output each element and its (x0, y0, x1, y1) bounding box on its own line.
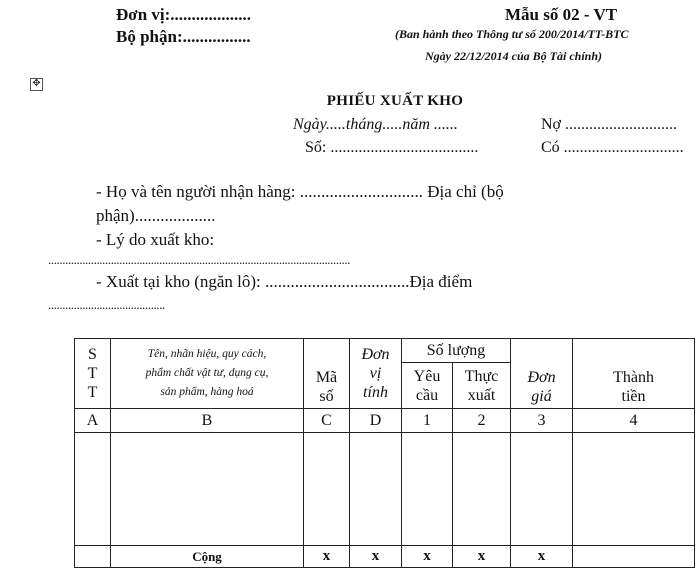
col-unit-header: Đơn vị tính (350, 339, 402, 409)
reason-dotted-line: .......................................................................................................... (48, 252, 351, 267)
total-mark: x (511, 546, 573, 568)
entry-cell[interactable] (511, 433, 573, 546)
col-amount-header: Thành tiền (573, 339, 695, 409)
col-price-header: Đơn giá (511, 339, 573, 409)
total-empty-cell (75, 546, 111, 568)
entry-cell[interactable] (573, 433, 695, 546)
total-mark: x (350, 546, 402, 568)
unit-field: Đơn vị:................... (116, 5, 252, 24)
warehouse-line: - Xuất tại kho (ngăn lô): ..................................Địa điểm (96, 272, 473, 291)
col-name-header: Tên, nhãn hiệu, quy cách, phẩm chất vật tư, dụng cụ, sản phẩm, hàng hoá (111, 339, 304, 409)
total-row (75, 546, 695, 568)
reason-label: - Lý do xuất kho: (96, 230, 215, 249)
col-qty-header: Số lượng (402, 339, 511, 363)
circular-date: Ngày 22/12/2014 của Bộ Tài chính) (425, 49, 603, 63)
code-cell: 1 (402, 409, 453, 433)
code-cell: B (111, 409, 304, 433)
code-cell: 2 (453, 409, 511, 433)
circular-reference: (Ban hành theo Thông tư số 200/2014/TT-BTC (395, 27, 629, 41)
number-field: Số: ..................................... (305, 139, 479, 156)
table-move-handle-icon[interactable]: ✥ (30, 78, 43, 91)
location-dotted-line: ......................................... (48, 297, 165, 312)
entry-cell[interactable] (453, 433, 511, 546)
form-number: Mẫu số 02 - VT (505, 5, 618, 24)
total-mark: x (304, 546, 350, 568)
col-requested-header: Yêu cầu (402, 363, 453, 409)
code-cell: 4 (573, 409, 695, 433)
column-code-row (75, 409, 695, 433)
debit-field: Nợ ............................ (541, 116, 678, 133)
page-title: PHIẾU XUẤT KHO (326, 93, 464, 109)
department-field: Bộ phận:................ (116, 27, 251, 46)
goods-table (74, 338, 695, 568)
entry-cell[interactable] (402, 433, 453, 546)
code-cell: 3 (511, 409, 573, 433)
total-mark: x (453, 546, 511, 568)
credit-field: Có .............................. (541, 139, 684, 156)
col-code-header: Mã số (304, 339, 350, 409)
total-amount-cell[interactable] (573, 546, 695, 568)
total-label: Cộng (111, 546, 304, 568)
code-cell: C (304, 409, 350, 433)
entry-cell[interactable] (111, 433, 304, 546)
col-actual-header: Thực xuất (453, 363, 511, 409)
receiver-line: - Họ và tên người nhận hàng: ............................. Địa chỉ (bộ (96, 182, 504, 201)
receiver-line-cont: phận)................... (96, 206, 216, 225)
entry-cell[interactable] (304, 433, 350, 546)
col-stt-header: S T T (75, 339, 111, 409)
total-mark: x (402, 546, 453, 568)
code-cell: A (75, 409, 111, 433)
entry-cell[interactable] (75, 433, 111, 546)
table-row (75, 433, 695, 546)
entry-cell[interactable] (350, 433, 402, 546)
code-cell: D (350, 409, 402, 433)
date-field: Ngày.....tháng.....năm ...... (293, 116, 458, 133)
